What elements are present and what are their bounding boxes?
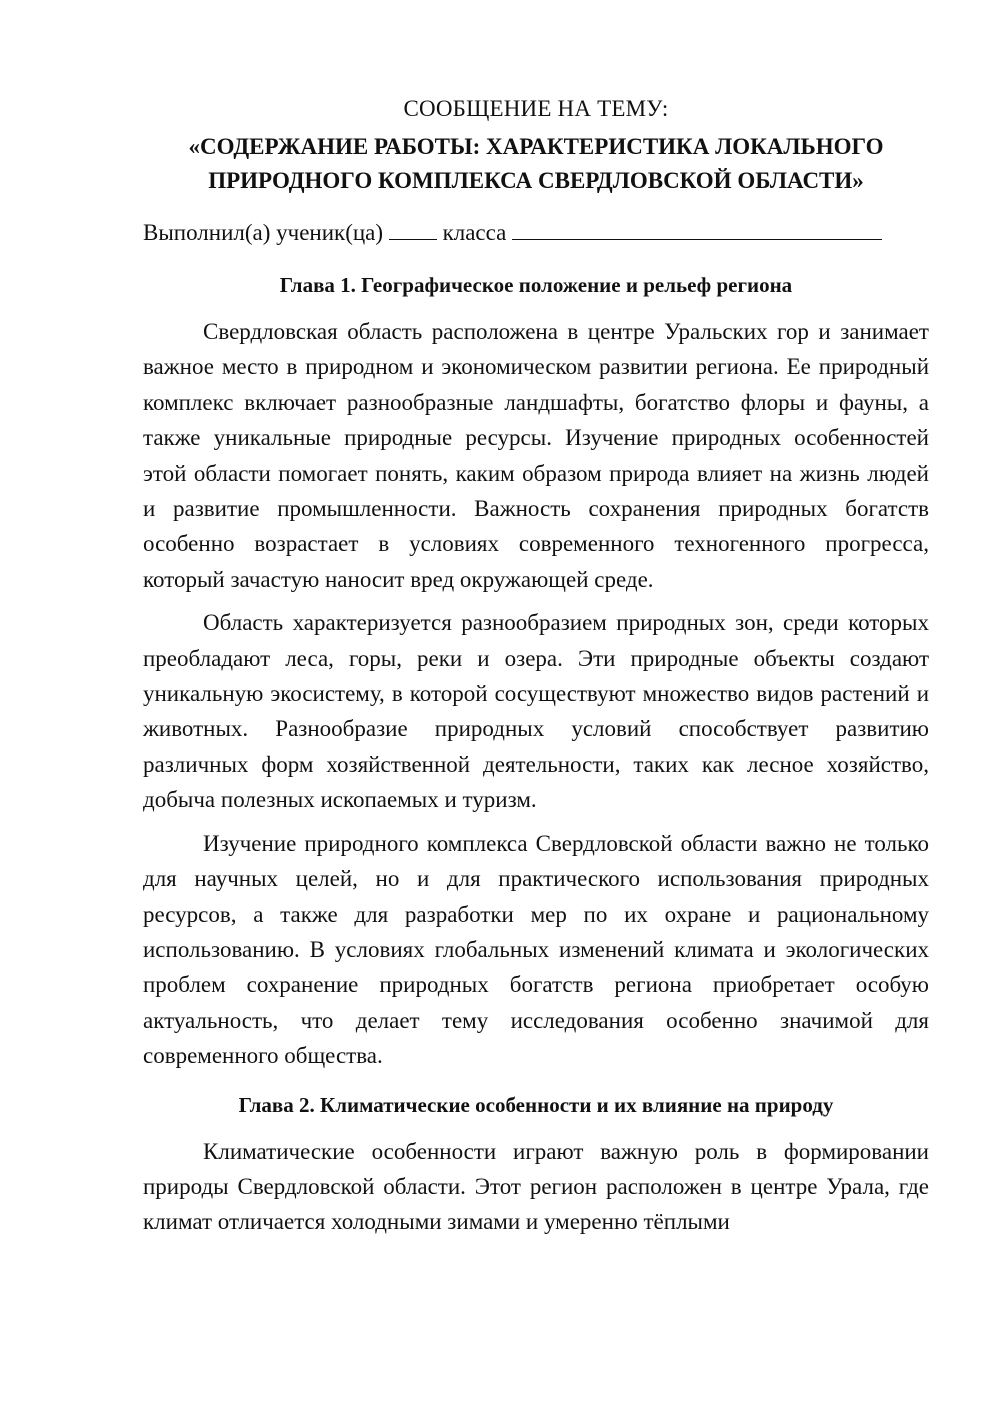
chapter-heading: Глава 1. Географическое положение и рельеф региона bbox=[279, 273, 793, 297]
document-subtitle-line-2: ПРИРОДНОГО КОМПЛЕКСА СВЕРДЛОВСКОЙ ОБЛАСТИ» bbox=[208, 168, 864, 193]
chapter-2 bbox=[143, 1088, 929, 1240]
document-page bbox=[143, 92, 929, 1248]
document-subtitle-line-1: «СОДЕРЖАНИЕ РАБОТЫ: ХАРАКТЕРИСТИКА ЛОКАЛЬНОГО bbox=[188, 134, 884, 159]
grade-blank-line bbox=[389, 219, 437, 240]
author-line bbox=[143, 216, 929, 250]
paragraph: Область характеризуется разнообразием природных зон, среди которых преобладают леса, горы, реки и озера. Эти природные объекты создают уникальную экосистему, в которой сосуществуют множество видов растений и животных. Разнообразие природных условий способствует развитию различных форм хозяйственной деятельности, таких как лесное хозяйство, добыча полезных ископаемых и туризм. bbox=[143, 610, 929, 813]
class-label: класса bbox=[442, 220, 507, 245]
paragraph: Изучение природного комплекса Свердловской области важно не только для научных целей, но и для практического использования природных ресурсов, а также для разработки мер по их охране и рациональному использованию. В условиях глобальных изменений климата и экологических проблем сохранение природных богатств региона приобретает особую актуальность, что делает тему исследования особенно значимой для современного общества. bbox=[143, 830, 929, 1069]
document-title: СООБЩЕНИЕ НА ТЕМУ: bbox=[403, 96, 669, 121]
paragraph: Климатические особенности играют важную роль в формировании природы Свердловской области. Этот регион расположен в центре Урала, где климат отличается холодными зимами и умеренно тёплыми bbox=[143, 1138, 929, 1235]
paragraph: Свердловская область расположена в центре Уральских гор и занимает важное место в природном и экономическом развитии региона. Ее природный комплекс включает разнообразные ландшафты, богатство флоры и фауны, а также уникальные природные ресурсы. Изучение природных особенностей этой области помогает понять, каким образом природа влияет на жизнь людей и развитие промышленности. Важность сохранения природных богатств особенно возрастает в условиях современного техногенного прогресса, который зачастую наносит вред окружающей среде. bbox=[143, 319, 929, 592]
author-label: Выполнил(а) ученик(ца) bbox=[143, 220, 384, 245]
document-subtitle bbox=[143, 130, 929, 198]
name-blank-line bbox=[512, 219, 882, 240]
chapter-heading: Глава 2. Климатические особенности и их влияние на природу bbox=[238, 1092, 834, 1117]
chapter-1 bbox=[143, 268, 929, 1074]
